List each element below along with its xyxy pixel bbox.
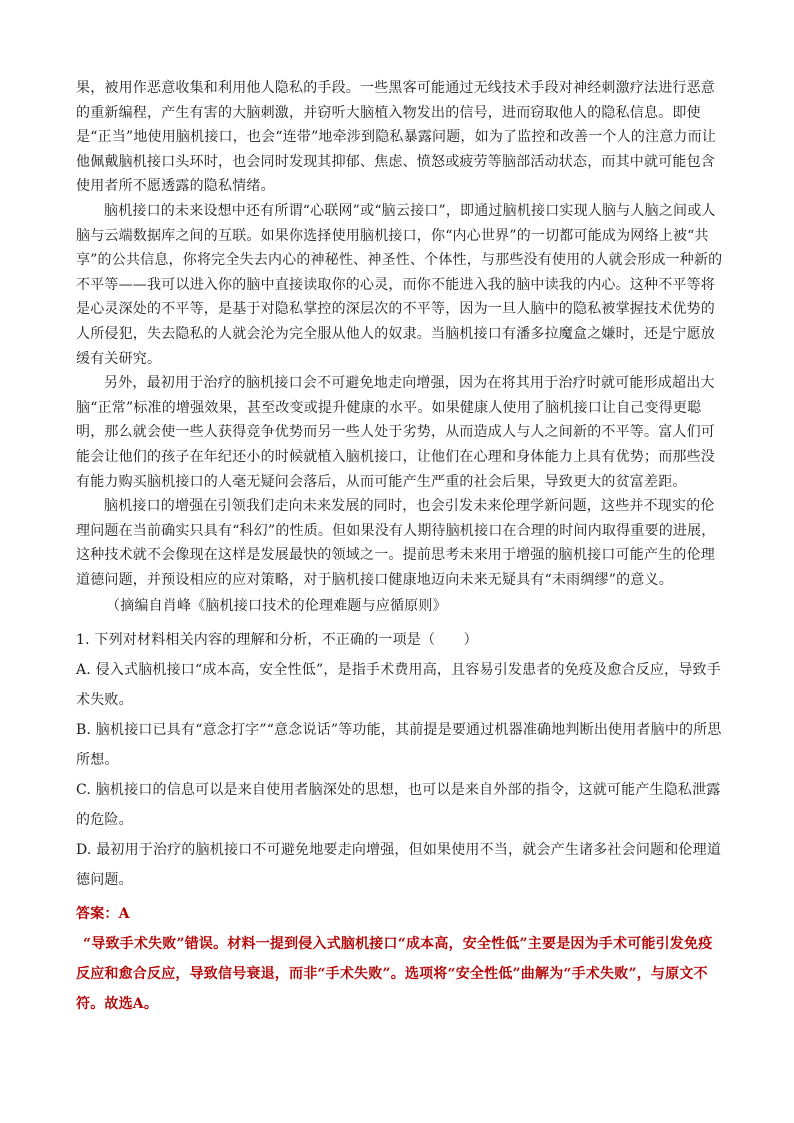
option-b: B. 脑机接口已具有“意念打字”“意念说话”等功能，其前提是要通过机器准确地判断出使用者脑中的所思所想。	[76, 722, 722, 769]
source-citation: （摘编自肖峰《脑机接口技术的伦理难题与应循原则》	[106, 598, 447, 615]
document-body	[76, 76, 724, 1019]
question-stem: 1. 下列对材料相关内容的理解和分析，不正确的一项是（ ）	[76, 632, 478, 649]
passage-paragraph-4: 脑机接口的增强在引领我们走向未来发展的同时，也会引发未来伦理学新问题，这些并不现实的伦理问题在当前确实只具有“科幻”的性质。但如果没有人期待脑机接口在合理的时间内取得重要的进展，这种技术就不会像现在这样是发展最快的领域之一。提前思考未来用于增强的脑机接口可能产生的伦理道德问题，并预设相应的应对策略，对于脑机接口健康地迈向未来无疑具有“未雨绸缪”的意义。	[76, 498, 716, 588]
option-d: D. 最初用于治疗的脑机接口不可避免地要走向增强，但如果使用不当，就会产生诸多社会问题和伦理道德问题。	[76, 842, 722, 889]
passage-paragraph-1: 果，被用作恶意收集和利用他人隐私的手段。一些黑客可能通过无线技术手段对神经刺激疗法进行恶意的重新编程，产生有害的大脑刺激，并窃听大脑植入物发出的信号，进而窃取他人的隐私信息。即使是“正当”地使用脑机接口，也会“连带”地牵涉到隐私暴露问题，如为了监控和改善一个人的注意力而让他佩戴脑机接口头环时，也会同时发现其抑郁、焦虑、愤怒或疲劳等脑部活动状态，而其中就可能包含使用者所不愿透露的隐私情绪。	[76, 80, 717, 195]
option-a: A. 侵入式脑机接口“成本高，安全性低”，是指手术费用高，且容易引发患者的免疫及愈合反应，导致手术失败。	[76, 662, 721, 709]
option-c: C. 脑机接口的信息可以是来自使用者脑深处的思想，也可以是来自外部的指令，这就可能产生隐私泄露的危险。	[76, 782, 721, 829]
passage-paragraph-3: 另外，最初用于治疗的脑机接口会不可避免地走向增强，因为在将其用于治疗时就可能形成超出大脑“正常”标准的增强效果，甚至改变或提升健康的水平。如果健康人使用了脑机接口让自己变得更聪明，那么就会使一些人获得竞争优势而另一些人处于劣势，从而造成人与人之间新的不平等。富人们可能会让他们的孩子在年纪还小的时候就植入脑机接口，让他们在心理和身体能力上具有优势；而那些没有能力购买脑机接口的人毫无疑问会落后，从而可能产生严重的社会后果，导致更大的贫富差距。	[76, 375, 715, 490]
answer-explanation: “导致手术失败”错误。材料一提到侵入式脑机接口“成本高，安全性低”主要是因为手术可能引发免疫反应和愈合反应，导致信号衰退，而非“手术失败”。选项将“安全性低”曲解为“手术失败”，与原文不符。故选A。	[76, 936, 713, 1013]
answer-label: 答案：A	[76, 906, 130, 923]
passage-paragraph-2: 脑机接口的未来设想中还有所谓“心联网”或“脑云接口”，即通过脑机接口实现人脑与人脑之间或人脑与云端数据库之间的互联。如果你选择使用脑机接口，你“内心世界”的一切都可能成为网络上被“共享”的公共信息，你将完全失去内心的神秘性、神圣性、个体性，与那些没有使用的人就会形成一种新的不平等——我可以进入你的脑中直接读取你的心灵，而你不能进入我的脑中读我的内心。这种不平等将是心灵深处的不平等，是基于对隐私掌控的深层次的不平等，因为一旦人脑中的隐私被掌握技术优势的人所侵犯，失去隐私的人就会沦为完全服从他人的奴隶。当脑机接口有潘多拉魔盒之嫌时，还是宁愿放缓有关研究。	[76, 202, 723, 367]
